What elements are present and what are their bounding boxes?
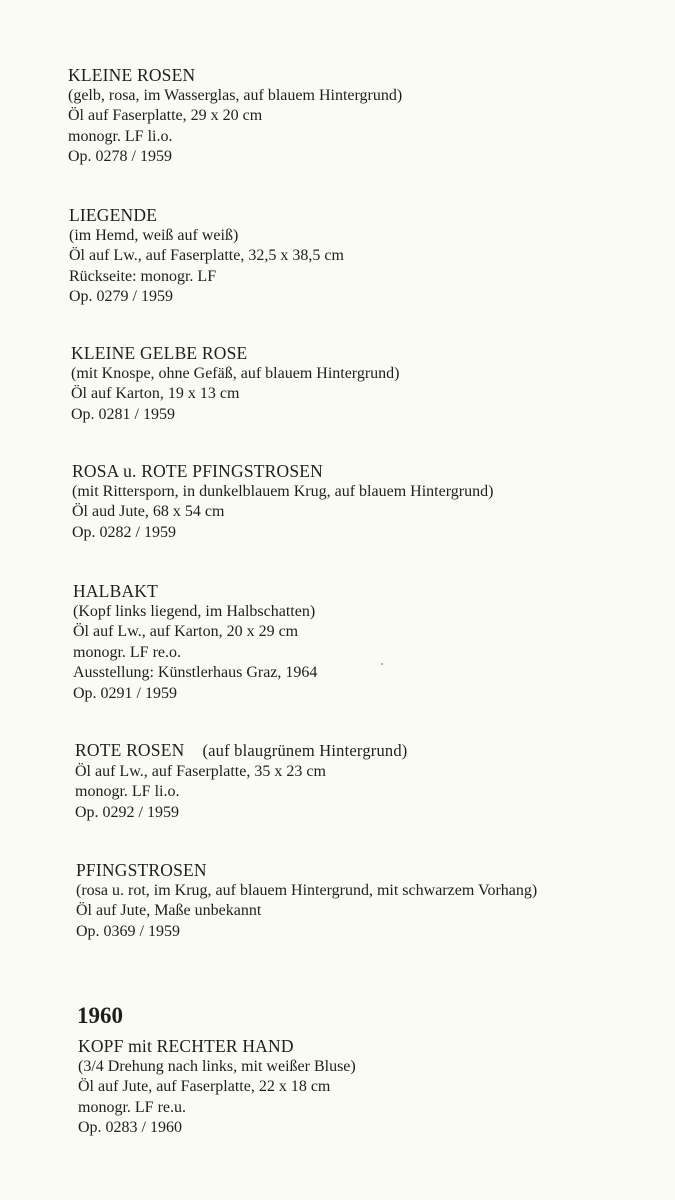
entry-medium: Öl auf Jute, auf Faserplatte, 22 x 18 cm	[78, 1078, 331, 1095]
entry-title: KLEINE GELBE ROSE	[71, 343, 248, 363]
entry-opus: Op. 0292 / 1959	[75, 803, 179, 821]
entry-description: (im Hemd, weiß auf weiß)	[69, 226, 239, 244]
entry-medium: Öl auf Karton, 19 x 13 cm	[71, 385, 240, 402]
entry-description: (gelb, rosa, im Wasserglas, auf blauem Hintergrund)	[68, 86, 403, 104]
catalog-entry	[76, 860, 666, 942]
entry-description: (mit Rittersporn, in dunkelblauem Krug, auf blauem Hintergrund)	[72, 482, 494, 500]
entry-description: (rosa u. rot, im Krug, auf blauem Hintergrund, mit schwarzem Vorhang)	[76, 881, 538, 899]
entry-signature: monogr. LF li.o.	[75, 783, 180, 800]
entry-opus: Op. 0279 / 1959	[69, 288, 173, 305]
entry-medium: Öl auf Jute, Maße unbekannt	[76, 902, 262, 919]
entry-description: (mit Knospe, ohne Gefäß, auf blauem Hintergrund)	[71, 364, 400, 382]
catalog-entry	[71, 343, 661, 425]
entry-title: LIEGENDE	[69, 205, 158, 225]
catalog-entry	[72, 461, 662, 543]
entry-opus: Op. 0281 / 1959	[71, 405, 175, 423]
catalog-entry	[78, 1036, 668, 1139]
entry-title-note: (auf blaugrünem Hintergrund)	[202, 741, 408, 760]
entry-signature: monogr. LF li.o.	[68, 127, 173, 145]
entry-medium: Öl auf Lw., auf Faserplatte, 35 x 23 cm	[75, 762, 326, 780]
entry-description: (3/4 Drehung nach links, mit weißer Bluse)	[78, 1057, 356, 1075]
entry-signature: Rückseite: monogr. LF	[69, 267, 217, 285]
catalog-entry	[68, 65, 658, 168]
entry-signature: monogr. LF re.u.	[78, 1098, 186, 1116]
entry-opus: Op. 0291 / 1959	[73, 684, 177, 702]
entry-medium: Öl auf Faserplatte, 29 x 20 cm	[68, 107, 263, 124]
catalog-entry	[73, 581, 663, 704]
catalog-entry	[69, 205, 659, 308]
entry-medium: Öl auf Lw., auf Faserplatte, 32,5 x 38,5 cm	[69, 247, 344, 264]
entry-title: ROTE ROSEN	[75, 740, 185, 760]
entry-opus: Op. 0282 / 1959	[72, 523, 176, 541]
entry-opus: Op. 0283 / 1960	[78, 1119, 182, 1136]
entry-description: (Kopf links liegend, im Halbschatten)	[73, 602, 316, 620]
entry-opus: Op. 0369 / 1959	[76, 922, 180, 940]
entry-medium: Öl aud Jute, 68 x 54 cm	[72, 503, 225, 520]
entry-title-row	[75, 740, 665, 762]
entry-medium: Öl auf Lw., auf Karton, 20 x 29 cm	[73, 623, 299, 640]
entry-title: PFINGSTROSEN	[76, 860, 207, 880]
entry-signature: monogr. LF re.o.	[73, 643, 181, 661]
entry-title: ROSA u. ROTE PFINGSTROSEN	[72, 461, 324, 481]
year-heading: 1960	[77, 1003, 123, 1028]
entry-exhibition: Ausstellung: Künstlerhaus Graz, 1964	[73, 664, 318, 681]
entry-title: KLEINE ROSEN	[68, 65, 196, 85]
entry-opus: Op. 0278 / 1959	[68, 148, 172, 165]
catalog-entry	[75, 740, 665, 823]
scan-speck	[381, 663, 383, 665]
entry-title: HALBAKT	[73, 581, 159, 601]
entry-title: KOPF mit RECHTER HAND	[78, 1036, 294, 1056]
